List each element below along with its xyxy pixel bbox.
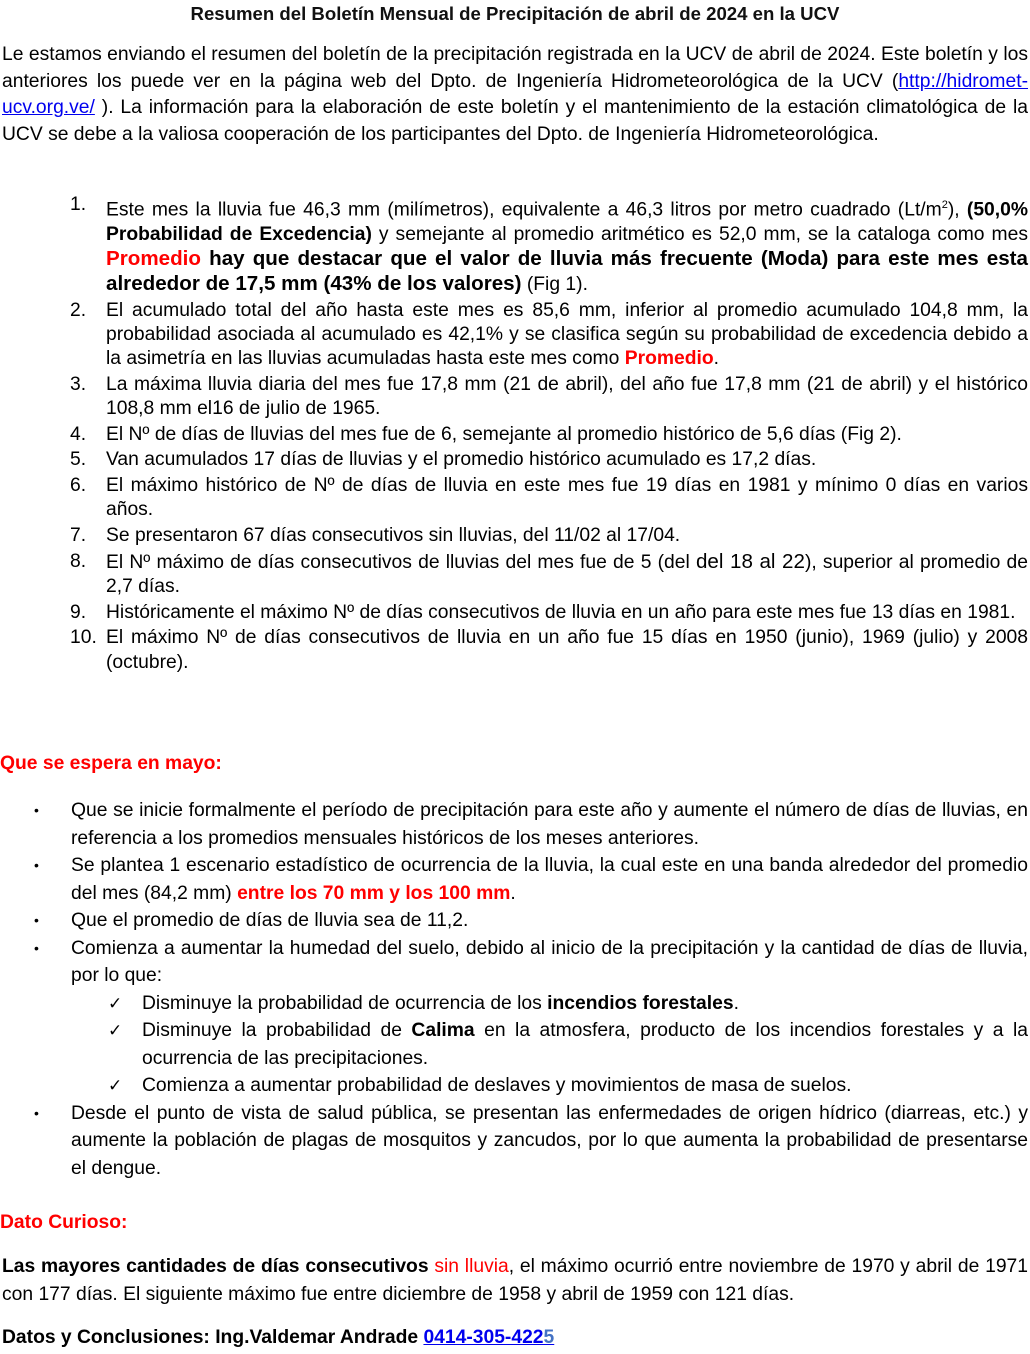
item-text: Van acumulados 17 días de lluvias y el promedio histórico acumulado es 17,2 días. bbox=[106, 449, 817, 471]
consequences-list bbox=[0, 990, 1028, 1100]
curio-text: , el máximo ocurrió entre noviembre de 1970 y abril de 1971 con 177 días. El siguiente máximo fue entre diciembre de 1958 y abril de 1959 con 121 días. bbox=[2, 1256, 1028, 1305]
checkmark-icon: ✓ bbox=[108, 993, 123, 1013]
list-item bbox=[0, 907, 1030, 935]
list-item bbox=[0, 423, 1030, 447]
item-text: y semejante al promedio aritmético es 52,0 mm, se la cataloga como mes bbox=[371, 223, 1028, 245]
list-item bbox=[0, 550, 1030, 599]
category-badge: Promedio bbox=[106, 246, 201, 270]
item-text: ), bbox=[947, 199, 967, 221]
item-text: . bbox=[713, 348, 719, 370]
item-text: . bbox=[510, 882, 516, 904]
item-text: en la atmosfera, producto de los incendios forestales y a la ocurrencia de las precipitaciones. bbox=[142, 1020, 1028, 1069]
item-text: El máximo Nº de días consecutivos de lluvia en un año fue 15 días en 1950 (junio), 1969 (julio) y 2008 (octubre). bbox=[106, 627, 1028, 673]
item-number: 1. bbox=[70, 194, 87, 215]
list-item bbox=[0, 935, 1030, 1100]
curio-highlight: sin lluvia bbox=[434, 1256, 509, 1277]
checkmark-icon: ✓ bbox=[108, 1076, 123, 1095]
exceedance-probability: (50,0% Probabilidad de Excedencia) bbox=[106, 199, 1028, 245]
list-item bbox=[0, 524, 1030, 548]
item-number: 5. bbox=[70, 449, 87, 471]
list-item bbox=[0, 448, 1030, 472]
rain-range: entre los 70 mm y los 100 mm bbox=[237, 882, 511, 904]
list-item bbox=[0, 193, 1030, 297]
page-title: Resumen del Boletín Mensual de Precipitación de abril de 2024 en la UCV bbox=[190, 3, 840, 24]
list-item bbox=[0, 626, 1030, 674]
item-text: Disminuye la probabilidad de ocurrencia de los bbox=[142, 992, 548, 1014]
sub-list-item bbox=[0, 1072, 1028, 1100]
curio-heading: Dato Curioso: bbox=[0, 1212, 128, 1233]
footer-credits bbox=[2, 1327, 554, 1349]
item-text: Se presentaron 67 días consecutivos sin lluvias, del 11/02 al 17/04. bbox=[106, 525, 681, 547]
item-text: Históricamente el máximo Nº de días consecutivos de lluvia en un año para este mes fue 13 días en 1981. bbox=[106, 601, 1016, 623]
item-text: Que el promedio de días de lluvia sea de 11,2. bbox=[71, 910, 469, 931]
intro-text-rest: ). La información para la elaboración de este boletín y el mantenimiento de la estación climatológica de la UCV se debe a la valiosa cooperación de los participantes del Dpto. de Ingeniería Hidrometeorológica. bbox=[2, 97, 1028, 145]
list-item bbox=[0, 852, 1030, 907]
bullet-icon: • bbox=[34, 939, 39, 956]
list-item bbox=[0, 1100, 1030, 1183]
list-item bbox=[0, 299, 1030, 372]
item-number: 6. bbox=[70, 475, 87, 497]
item-text: Desde el punto de vista de salud pública, se presentan las enfermedades de origen hídrico (diarreas, etc.) y aumente la población de plagas de mosquitos y zancudos, por lo que aumenta la probabilidad de presentarse el dengue. bbox=[71, 1102, 1028, 1179]
item-number: 2. bbox=[70, 299, 87, 321]
item-text: El Nº de días de lluvias del mes fue de 6, semejante al promedio histórico de 5,6 días (Fig 2). bbox=[106, 423, 902, 445]
credits-label: Datos y Conclusiones: Ing.Valdemar Andrade bbox=[2, 1327, 424, 1348]
item-number: 7. bbox=[70, 525, 87, 547]
intro-paragraph bbox=[2, 42, 1028, 148]
item-text: (Fig 1). bbox=[521, 274, 588, 296]
item-number: 10. bbox=[70, 627, 97, 649]
mode-highlight: hay que destacar que el valor de lluvia más frecuente (Moda) para este mes esta alrededor de 17,5 mm (43% de los valores) bbox=[106, 246, 1028, 296]
may-list bbox=[0, 797, 1030, 1182]
may-heading: Que se espera en mayo: bbox=[0, 753, 222, 774]
item-text-bold: Calima bbox=[411, 1020, 475, 1041]
item-text: El Nº máximo de días consecutivos de lluvias del mes fue de 5 (del bbox=[106, 551, 696, 573]
item-text: Este mes la lluvia fue 46,3 mm (milímetros), equivalente a 46,3 litros por metro cuadrado (Lt/m bbox=[106, 199, 942, 221]
item-text: ), superior al promedio de 2,7 días. bbox=[106, 551, 1028, 597]
phone-number: 0414-305-422 bbox=[423, 1327, 544, 1348]
facts-list bbox=[0, 193, 1030, 676]
list-item bbox=[0, 601, 1030, 625]
hidromet-link[interactable]: http://hidromet-ucv.org.ve/ bbox=[2, 70, 1028, 119]
item-text: Comienza a aumentar la humedad del suelo, debido al inicio de la precipitación y la cantidad de días de lluvia, por lo que: bbox=[71, 937, 1028, 986]
list-item bbox=[0, 797, 1030, 852]
item-text: La máxima lluvia diaria del mes fue 17,8 mm (21 de abril), del año fue 17,8 mm (21 de abril) y el histórico 108,8 mm el16 de julio de 1965. bbox=[106, 373, 1028, 420]
list-item bbox=[0, 373, 1030, 421]
curio-bold-text: Las mayores cantidades de días consecutivos bbox=[2, 1256, 435, 1277]
bullet-icon: • bbox=[34, 1104, 39, 1121]
item-number: 9. bbox=[70, 601, 87, 623]
item-number: 3. bbox=[70, 373, 87, 395]
item-text-bold: incendios forestales bbox=[547, 992, 734, 1014]
phone-number-last-digit: 5 bbox=[543, 1327, 555, 1348]
sub-list-item bbox=[0, 990, 1028, 1018]
item-number: 4. bbox=[70, 423, 87, 445]
bullet-icon: • bbox=[34, 912, 39, 928]
sub-list-item bbox=[0, 1017, 1028, 1072]
item-text: Se plantea 1 escenario estadístico de ocurrencia de la lluvia, la cual este en una banda alrededor del promedio del mes (84,2 mm) bbox=[71, 855, 1028, 904]
bullet-icon: • bbox=[34, 802, 39, 818]
item-text: Que se inicie formalmente el período de precipitación para este año y aumente el número de días de lluvias, en referencia a los promedios mensuales históricos de los meses anteriores. bbox=[71, 800, 1028, 849]
item-text: Comienza a aumentar probabilidad de deslaves y movimientos de masa de suelos. bbox=[142, 1075, 852, 1096]
bullet-icon: • bbox=[34, 857, 39, 873]
item-text: Disminuye la probabilidad de bbox=[142, 1020, 412, 1041]
curio-paragraph bbox=[2, 1253, 1028, 1308]
item-text: El acumulado total del año hasta este mes es 85,6 mm, inferior al promedio acumulado 104,8 mm, la probabilidad asociada al acumulado es 42,1% y se clasifica según su probabilidad de excedencia debido a la asimetría en las lluvias acumuladas hasta este mes como bbox=[106, 299, 1028, 370]
item-text: El máximo histórico de Nº de días de lluvia en este mes fue 19 días en 1981 y mínimo 0 días en varios años. bbox=[106, 475, 1028, 521]
item-text-large: del 18 al 22 bbox=[695, 549, 805, 573]
intro-text: Le estamos enviando el resumen del boletín de la precipitación registrada en la UCV de abril de 2024. Este boletín y los anteriores los puede ver en la página web del Dpto. de Ingeniería Hidrometeorológica de la UCV ( bbox=[2, 44, 1028, 92]
checkmark-icon: ✓ bbox=[108, 1021, 123, 1040]
list-item bbox=[0, 474, 1030, 522]
item-text: . bbox=[733, 992, 739, 1014]
item-number: 8. bbox=[70, 550, 87, 572]
superscript: 2 bbox=[941, 199, 948, 211]
phone-link[interactable] bbox=[423, 1327, 554, 1348]
category-badge: Promedio bbox=[624, 348, 714, 370]
